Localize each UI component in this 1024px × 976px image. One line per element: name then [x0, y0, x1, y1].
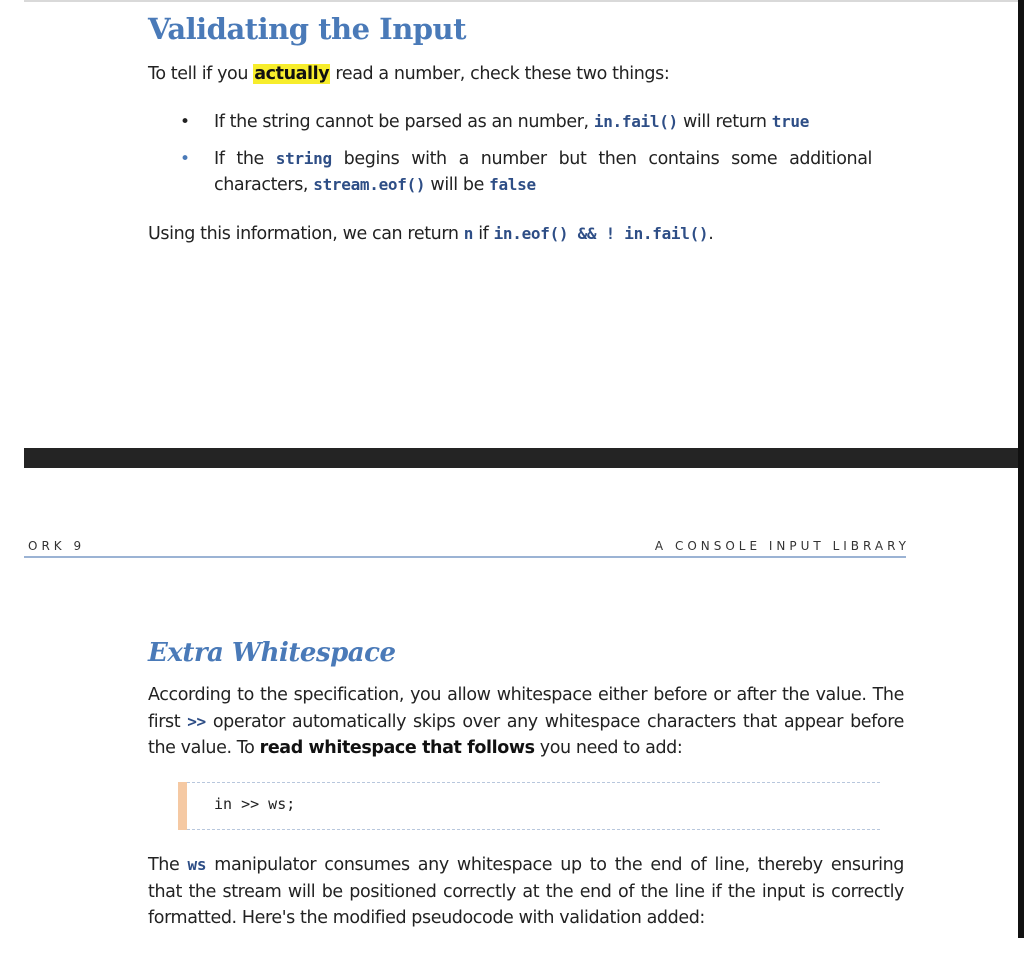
body-text: According to the specification, you allow whitespace either before or after the value. The first — [148, 685, 904, 732]
inline-code: in.eof() && ! in.fail() — [493, 224, 709, 243]
highlighted-word: actually — [254, 64, 330, 84]
section-heading-whitespace: Extra Whitespace — [148, 638, 396, 668]
inline-code: string — [275, 148, 332, 168]
list-item — [148, 109, 872, 136]
page-separator — [24, 448, 1018, 468]
bullet-icon: • — [180, 112, 190, 132]
bullet-text: will be — [425, 175, 490, 195]
intro-paragraph — [148, 61, 908, 88]
page-top-rule — [24, 0, 1018, 2]
body-text: you need to add: — [534, 738, 683, 758]
whitespace-paragraph-1 — [148, 682, 904, 762]
code-block — [178, 782, 880, 830]
bullet-text: If the — [214, 148, 276, 169]
body-text: . — [708, 224, 714, 244]
code-block-accent — [178, 782, 187, 830]
code-line: in >> ws; — [214, 795, 296, 813]
running-header-title: A CONSOLE INPUT LIBRARY — [654, 539, 910, 553]
validation-checks-list — [148, 109, 872, 209]
conclusion-paragraph — [148, 221, 908, 248]
body-text: operator automatically skips over any whitespace characters that appear before the value. To — [148, 711, 904, 758]
code-block-border — [187, 782, 880, 783]
list-item — [148, 146, 872, 199]
inline-code: false — [489, 175, 536, 194]
viewer-right-edge-lower — [1018, 448, 1024, 938]
running-header-chapter: ORK 9 — [28, 539, 86, 553]
section-heading-validating: Validating the Input — [148, 12, 467, 46]
body-text: if — [473, 224, 494, 244]
bullet-text: If the string cannot be parsed as an number, — [214, 112, 594, 132]
bold-text: read whitespace that follows — [259, 738, 535, 758]
intro-text: To tell if you — [148, 64, 254, 84]
body-text: The — [148, 855, 188, 875]
bullet-icon: • — [180, 148, 190, 169]
body-text: manipulator consumes any whitespace up to the end of line, thereby ensuring that the stream will be positioned correctly at the end of the line if the input is correctly formatted. Here's the modified pseudocode with validation added: — [148, 855, 904, 928]
inline-code: true — [771, 112, 810, 131]
viewer-right-edge — [1018, 0, 1024, 448]
whitespace-paragraph-2 — [148, 852, 904, 932]
running-header-rule — [24, 556, 906, 558]
code-block-border — [187, 829, 880, 830]
inline-code: stream.eof() — [313, 175, 426, 194]
body-text: Using this information, we can return — [148, 224, 464, 244]
bullet-text: will return — [677, 112, 772, 132]
intro-text-after: read a number, check these two things: — [330, 64, 670, 84]
inline-code: >> — [187, 711, 206, 731]
bullet-text: begins with a number but then contains some additional characters, — [214, 148, 872, 195]
inline-code: ws — [187, 855, 207, 874]
inline-code: n — [463, 224, 474, 243]
inline-code: in.fail() — [593, 112, 678, 131]
